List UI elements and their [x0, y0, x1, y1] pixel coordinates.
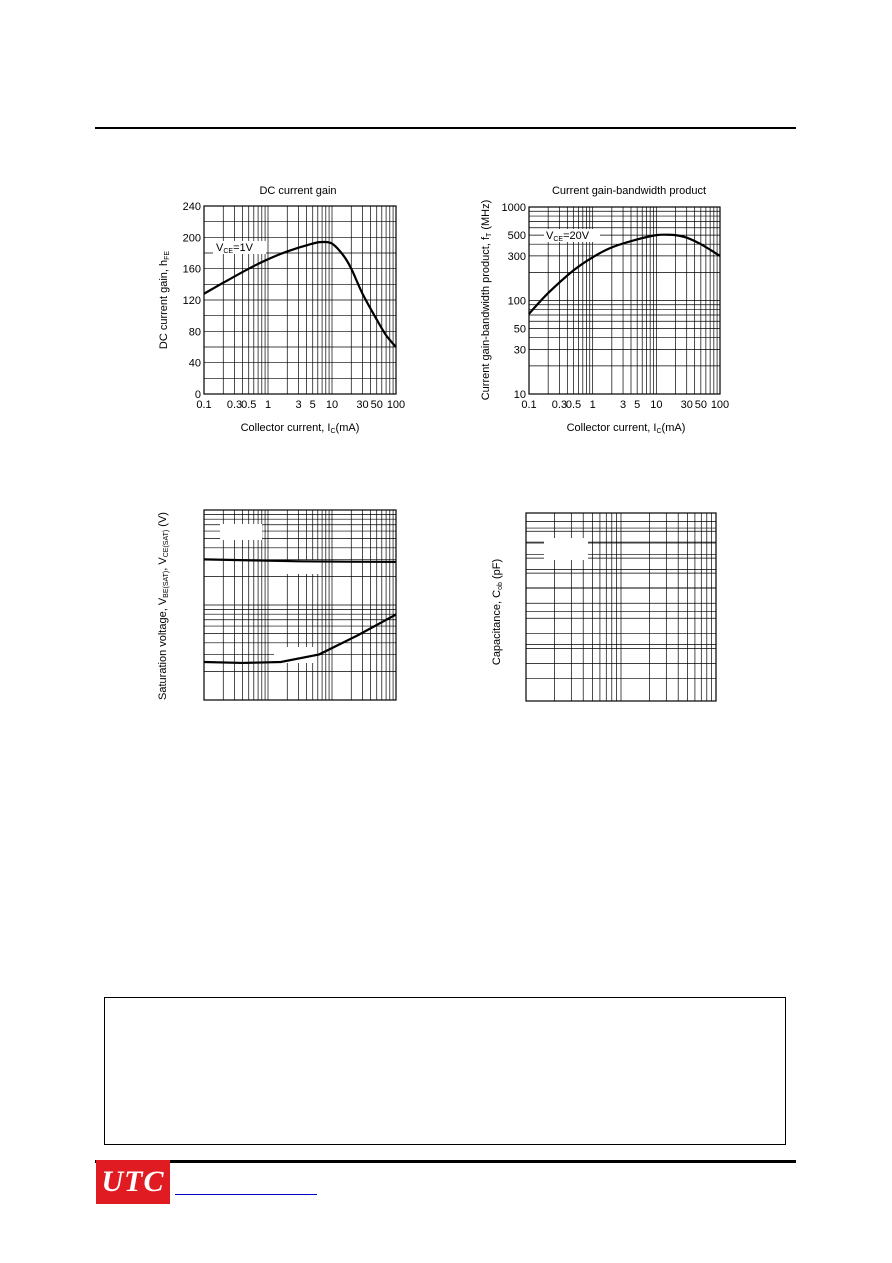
x-tick-label: 1 — [589, 399, 596, 411]
chart-title: Current gain-bandwidth product — [551, 185, 707, 197]
x-tick-label: 0.3 — [226, 399, 243, 411]
y-tick-label: 300 — [507, 250, 526, 263]
y-tick-label: 500 — [507, 230, 526, 243]
y-axis-label: DC current gain, hFE — [158, 250, 171, 350]
y-axis-label: Saturation voltage, VBE(SAT), VCE(SAT) (V) — [157, 512, 170, 700]
x-tick-label: 3 — [295, 399, 302, 411]
x-axis-label: Collector current, IC(mA) — [566, 422, 686, 435]
annotation: VCE=1V — [216, 242, 253, 255]
y-tick-label: 1000 — [501, 202, 526, 214]
x-axis-label: Collector current, IC(mA) — [240, 422, 360, 435]
x-tick-label: 3 — [619, 399, 627, 411]
y-ticks — [183, 201, 201, 401]
x-tick-label: 5 — [634, 399, 641, 411]
x-tick-label: 0.1 — [521, 399, 537, 411]
x-tick-label: 5 — [309, 399, 316, 411]
notice-box — [104, 997, 786, 1145]
x-tick-label: 50 — [370, 399, 383, 411]
utc-logo — [96, 1160, 170, 1204]
y-ticks — [502, 202, 526, 401]
gain-bandwidth-chart — [478, 180, 748, 440]
x-tick-label: 0.3 — [551, 399, 568, 411]
x-tick-label: 30 — [356, 399, 369, 411]
footer-rule — [95, 1160, 796, 1163]
header-rule — [95, 127, 796, 129]
chart-title: DC current gain — [259, 185, 337, 197]
dc-current-gain-chart — [150, 180, 420, 440]
saturation-voltage-chart — [150, 500, 420, 720]
x-tick-label: 0.5 — [241, 399, 257, 411]
x-tick-label: 10 — [325, 399, 339, 411]
website-link[interactable] — [175, 1194, 317, 1195]
x-tick-label: 10 — [650, 399, 663, 411]
y-axis-label: Current gain-bandwidth product, fT (MHz) — [480, 199, 493, 401]
y-tick-label: 40 — [188, 357, 201, 370]
y-tick-label: 10 — [513, 389, 526, 401]
x-tick-label: 0.5 — [565, 399, 582, 411]
series-line — [529, 235, 720, 314]
y-tick-label: 120 — [182, 295, 201, 307]
y-tick-label: 50 — [513, 323, 526, 336]
x-ticks — [521, 399, 729, 411]
logo-text: UTC — [101, 1165, 165, 1198]
x-tick-label: 100 — [710, 399, 730, 411]
x-tick-label: 0.1 — [196, 399, 212, 411]
y-tick-label: 0 — [194, 389, 201, 401]
y-axis-label: Capacitance, Cob (pF) — [491, 558, 504, 666]
y-tick-label: 240 — [182, 201, 201, 213]
x-tick-label: 30 — [680, 399, 693, 411]
x-ticks — [196, 399, 405, 411]
capacitance-chart — [478, 500, 748, 720]
y-tick-label: 100 — [507, 295, 526, 308]
y-tick-label: 80 — [188, 326, 201, 339]
x-tick-label: 100 — [386, 399, 406, 411]
chart-grid — [204, 206, 396, 394]
x-tick-label: 1 — [264, 399, 272, 411]
y-tick-label: 30 — [513, 344, 526, 357]
x-tick-label: 50 — [694, 399, 707, 411]
y-tick-label: 160 — [182, 263, 201, 276]
annotation: VCE=20V — [546, 230, 590, 243]
y-tick-label: 200 — [182, 232, 201, 245]
